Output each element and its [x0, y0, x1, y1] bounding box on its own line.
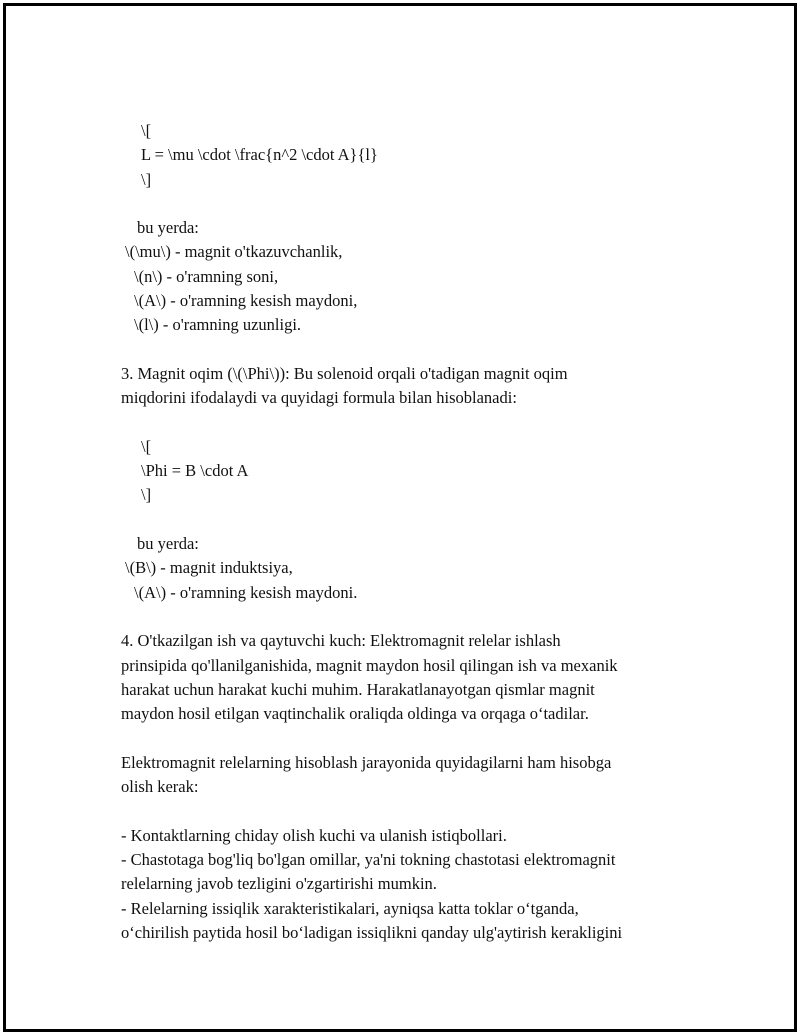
section-4-line: prinsipida qo'llanilganishida, magnit maydon hosil qilingan ish va mexanik [121, 655, 618, 675]
section-4-line: 4. O'tkazilgan ish va qaytuvchi kuch: Elektromagnit relelar ishlash [121, 631, 561, 651]
spacer [121, 338, 701, 362]
spacer [121, 799, 701, 823]
formula-open: \[ [141, 121, 152, 140]
spacer [121, 411, 701, 435]
bullet-line: - Chastotaga bog'liq bo'lgan omillar, ya'ni tokning chastotasi elektromagnit [121, 849, 616, 869]
section-4-line: maydon hosil etilgan vaqtinchalik oraliqda oldinga va orqaga o‘tadilar. [121, 704, 589, 724]
bu-yerda-label: bu yerda: [137, 218, 199, 238]
term-definition: \(A\) - o'ramning kesish maydoni. [134, 582, 358, 602]
document-page [3, 3, 797, 1032]
spacer [121, 508, 701, 532]
document-body [121, 119, 701, 945]
formula-close: \] [141, 169, 152, 189]
term-definition: \(n\) - o'ramning soni, [134, 266, 279, 286]
bullet-line: relelarning javob tezligini o'zgartirishi mumkin. [121, 874, 437, 894]
bullet-line: o‘chirilish paytida hosil bo‘ladigan issiqlikni qanday ulg'aytirish kerakligini [121, 922, 623, 942]
term-definition: \(A\) - o'ramning kesish maydoni, [134, 291, 358, 311]
intro-line: olish kerak: [121, 777, 199, 797]
formula-close: \] [141, 485, 152, 505]
term-definition: \(\mu\) - magnit o'tkazuvchanlik, [125, 242, 343, 262]
formula-open: \[ [141, 436, 152, 456]
spacer [121, 726, 701, 750]
formula-inductance: L = \mu \cdot \frac{n^2 \cdot A}{l} [141, 145, 378, 165]
bu-yerda-label: bu yerda: [137, 534, 199, 554]
spacer [121, 192, 701, 216]
section-3-line: 3. Magnit oqim (\(\Phi\)): Bu solenoid orqali o'tadigan magnit oqim [121, 363, 568, 383]
bullet-line: - Relelarning issiqlik xarakteristikalari, ayniqsa katta toklar o‘tganda, [121, 898, 579, 918]
spacer [121, 605, 701, 629]
section-4-line: harakat uchun harakat kuchi muhim. Harakatlanayotgan qismlar magnit [121, 679, 595, 699]
bullet-line: - Kontaktlarning chiday olish kuchi va ulanish istiqbollari. [121, 825, 507, 845]
term-definition: \(B\) - magnit induktsiya, [125, 558, 293, 578]
formula-flux: \Phi = B \cdot A [141, 461, 249, 481]
term-definition: \(l\) - o'ramning uzunligi. [134, 315, 302, 335]
intro-line: Elektromagnit relelarning hisoblash jarayonida quyidagilarni ham hisobga [121, 752, 612, 772]
section-3-line: miqdorini ifodalaydi va quyidagi formula bilan hisoblanadi: [121, 388, 517, 408]
